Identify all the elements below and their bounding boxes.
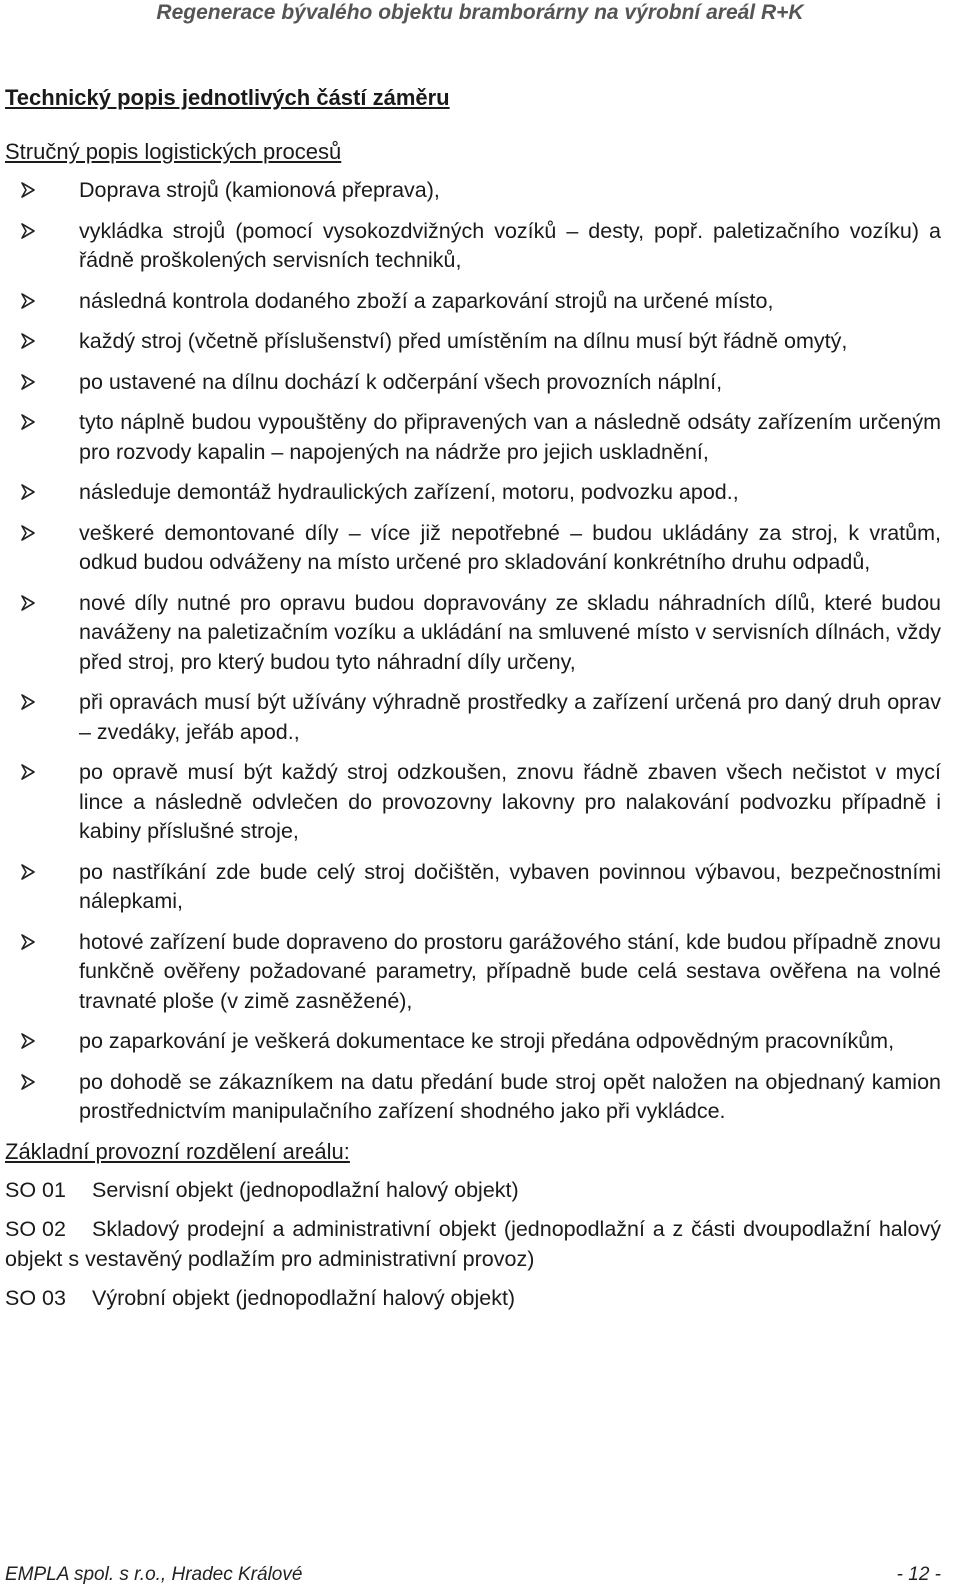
- arrow-bullet-icon: [21, 293, 35, 309]
- so-text: Servisní objekt (jednopodlažní halový objekt): [92, 1177, 519, 1202]
- list-item: [5, 1027, 941, 1057]
- list-item-text: následuje demontáž hydraulických zařízení, motoru, podvozku apod.,: [79, 480, 739, 504]
- list-item: [5, 408, 941, 467]
- list-item-text: po dohodě se zákazníkem na datu předání bude stroj opět naložen na objednaný kamion prostřednictvím manipulačního zařízení shodného jako při vykládce.: [79, 1069, 941, 1123]
- list-item: [5, 519, 941, 578]
- list-item-text: po opravě musí být každý stroj odzkoušen, znovu řádně zbaven všech nečistot v mycí lince a následně odvlečen do provozovny lakovny pro nalakování podvozku případně i kabiny příslušné stroje,: [79, 760, 941, 843]
- list-item: [5, 217, 941, 276]
- arrow-bullet-icon: [21, 694, 35, 710]
- arrow-bullet-icon: [21, 1074, 35, 1090]
- list-item-text: při opravách musí být užívány výhradně prostředky a zařízení určená pro daný druh oprav – zvedáky, jeřáb apod.,: [79, 690, 941, 744]
- list-item: [5, 287, 941, 317]
- list-item: [5, 688, 941, 747]
- so-code: SO 03: [5, 1286, 66, 1310]
- arrow-bullet-icon: [21, 182, 35, 198]
- arrow-bullet-icon: [21, 934, 35, 950]
- list-item-text: po nastříkání zde bude celý stroj dočištěn, vybaven povinnou výbavou, bezpečnostními nálepkami,: [79, 859, 941, 913]
- list-item: [5, 858, 941, 917]
- section-title: Technický popis jednotlivých částí záměru: [5, 85, 450, 110]
- list-item: [5, 589, 941, 678]
- list-item-text: vykládka strojů (pomocí vysokozdvižných vozíků – desty, popř. paletizačního vozíku) a řádně proškolených servisních techniků,: [79, 218, 941, 272]
- document-body: [5, 84, 941, 1314]
- list-item-text: Doprava strojů (kamionová přeprava),: [79, 178, 440, 202]
- so-code: SO 02: [5, 1217, 66, 1241]
- list-item-text: veškeré demontované díly – více již nepotřebné – budou ukládány za stroj, k vratům, odkud budou odváženy na místo určené pro skladování konkrétního druhu odpadů,: [79, 520, 941, 574]
- list-item-text: po ustavené na dílnu dochází k odčerpání všech provozních náplní,: [79, 369, 723, 394]
- list-item: [5, 478, 941, 508]
- list-item-text: nové díly nutné pro opravu budou dopravovány ze skladu náhradních dílů, které budou naváženy na paletizačním vozíku a ukládání na smluvené místo v servisních dílnách, vždy před stroj, pro který budou tyto náhradní díly určeny,: [79, 590, 941, 674]
- subsection-title: Stručný popis logistických procesů: [5, 139, 342, 164]
- arrow-bullet-icon: [21, 525, 35, 541]
- process-bullet-list: [5, 176, 941, 1127]
- so-row: [5, 1176, 941, 1206]
- list-item-text: následná kontrola dodaného zboží a zaparkování strojů na určené místo,: [79, 288, 774, 313]
- so-code: SO 01: [5, 1177, 66, 1202]
- so-row: [5, 1284, 941, 1314]
- arrow-bullet-icon: [21, 414, 35, 430]
- arrow-bullet-icon: [21, 333, 35, 349]
- section2-title: Základní provozní rozdělení areálu:: [5, 1138, 350, 1164]
- arrow-bullet-icon: [21, 374, 35, 390]
- arrow-bullet-icon: [21, 764, 35, 780]
- so-row: [5, 1215, 941, 1274]
- running-header: Regenerace bývalého objektu bramborárny na výrobní areál R+K: [156, 1, 804, 24]
- so-text: Výrobní objekt (jednopodlažní halový objekt): [92, 1286, 516, 1310]
- list-item-text: hotové zařízení bude dopraveno do prostoru garážového stání, kde budou případně znovu funkčně ověřeny požadované parametry, případně bude celá sestava ověřena na volné travnaté ploše (v zimě zasněžené),: [79, 929, 941, 1013]
- list-item-text: každý stroj (včetně příslušenství) před umístěním na dílnu musí být řádně omytý,: [79, 329, 848, 353]
- arrow-bullet-icon: [21, 484, 35, 500]
- list-item: [5, 928, 941, 1017]
- arrow-bullet-icon: [21, 223, 35, 239]
- list-item: [5, 1068, 941, 1127]
- arrow-bullet-icon: [21, 1033, 35, 1049]
- list-item: [5, 176, 941, 206]
- so-list: [5, 1176, 941, 1314]
- arrow-bullet-icon: [21, 595, 35, 611]
- footer-company: EMPLA spol. s r.o., Hradec Králové: [5, 1564, 303, 1585]
- list-item-text: tyto náplně budou vypouštěny do připravených van a následně odsáty zařízením určeným pro rozvody kapalin – napojených na nádrže pro jejich uskladnění,: [79, 410, 941, 464]
- list-item: [5, 368, 941, 398]
- list-item-text: po zaparkování je veškerá dokumentace ke stroji předána odpovědným pracovníkům,: [79, 1029, 895, 1053]
- list-item: [5, 758, 941, 847]
- footer-page-number: - 12 -: [896, 1564, 941, 1585]
- so-text: Skladový prodejní a administrativní objekt (jednopodlažní a z části dvoupodlažní halový objekt s vestavěný podlažím pro administrativní provoz): [5, 1217, 941, 1271]
- page-footer: [5, 1564, 941, 1586]
- list-item: [5, 327, 941, 357]
- arrow-bullet-icon: [21, 864, 35, 880]
